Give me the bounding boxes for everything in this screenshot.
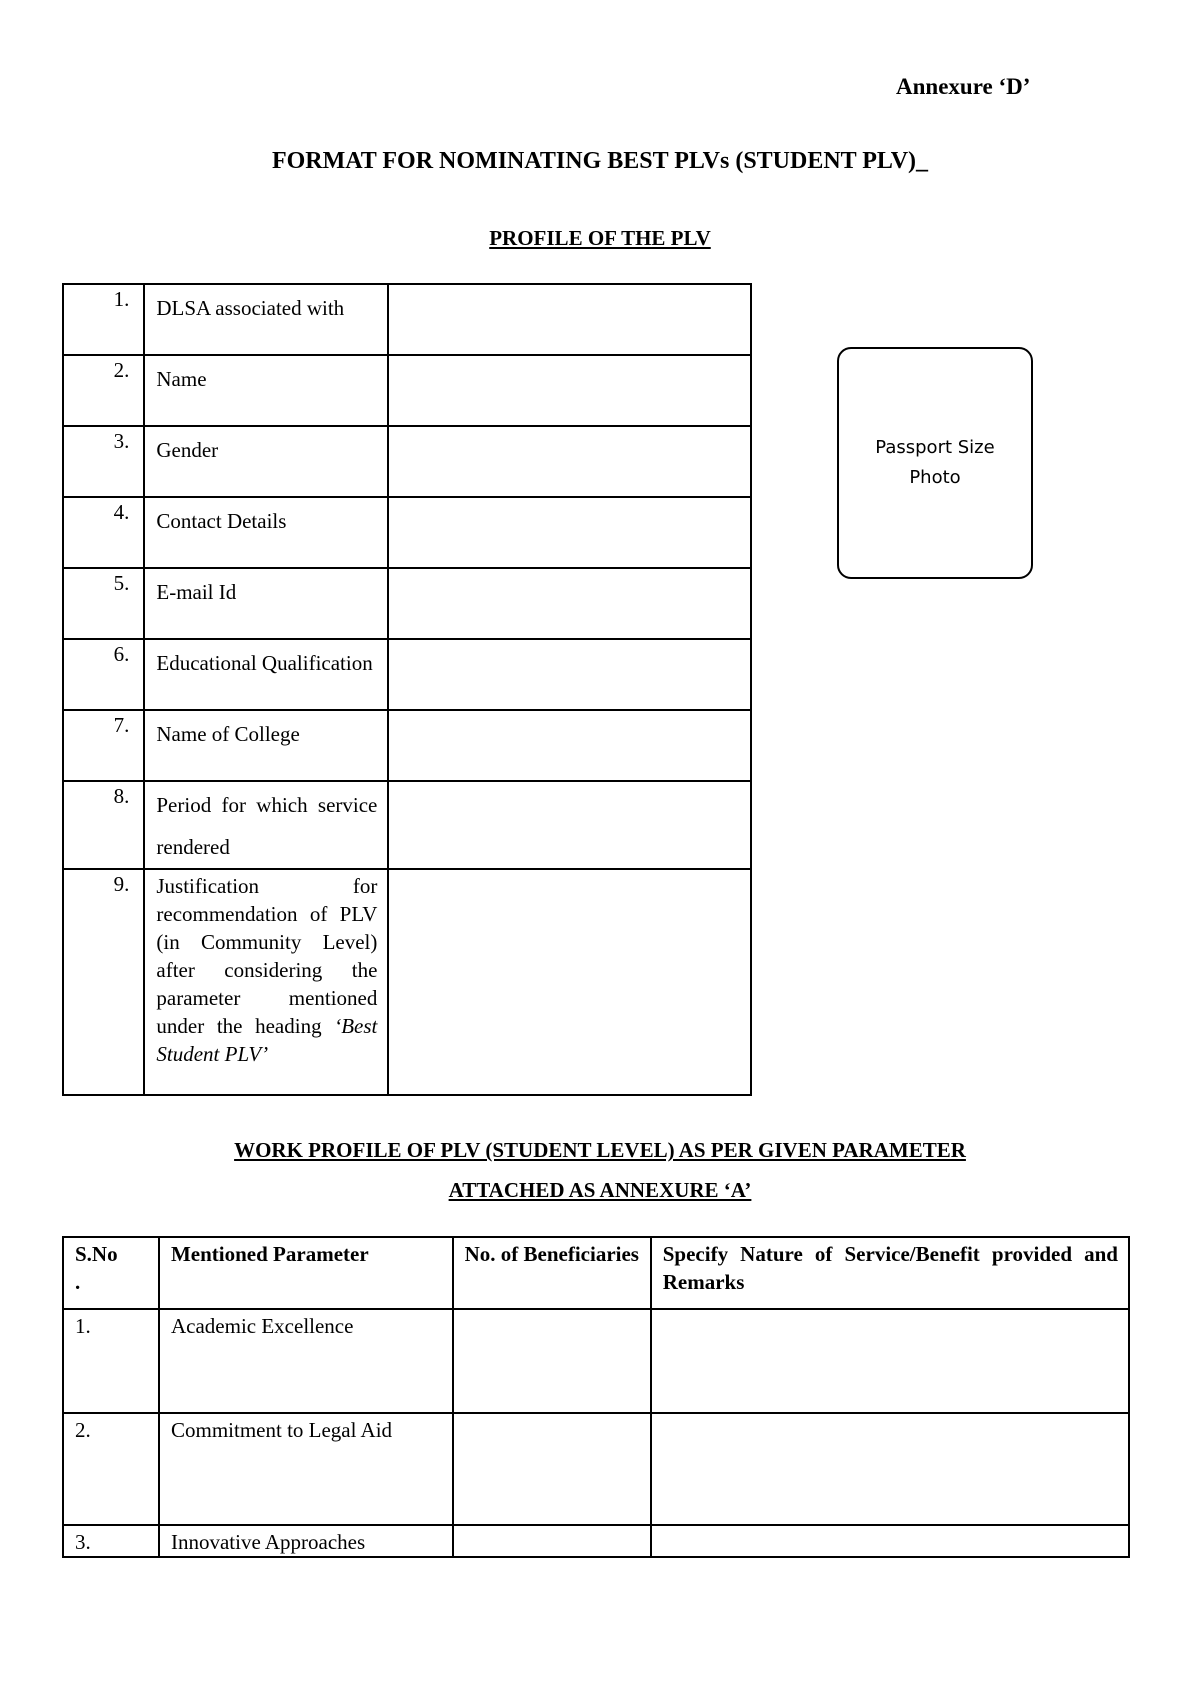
profile-row bbox=[63, 568, 751, 639]
row-label: Period for which service rendered bbox=[144, 781, 388, 869]
profile-row bbox=[63, 426, 751, 497]
row-label: DLSA associated with bbox=[144, 284, 388, 355]
profile-row bbox=[63, 355, 751, 426]
row-number: 6. bbox=[63, 639, 144, 710]
row-number: 3. bbox=[63, 426, 144, 497]
work-profile-table bbox=[62, 1236, 1130, 1558]
profile-row bbox=[63, 869, 751, 1095]
row-label: Educational Qualification bbox=[144, 639, 388, 710]
work-profile-heading: WORK PROFILE OF PLV (STUDENT LEVEL) AS PER GIVEN PARAMETER bbox=[234, 1138, 966, 1162]
header-sno-text: S.No bbox=[75, 1242, 118, 1266]
header-remarks: Specify Nature of Service/Benefit provided and Remarks bbox=[651, 1237, 1129, 1309]
remarks-field[interactable] bbox=[651, 1525, 1129, 1557]
profile-table bbox=[62, 283, 752, 1096]
dlsa-field[interactable] bbox=[388, 284, 751, 355]
contact-details-field[interactable] bbox=[388, 497, 751, 568]
email-field[interactable] bbox=[388, 568, 751, 639]
page-title: FORMAT FOR NOMINATING BEST PLVs (STUDENT PLV)_ bbox=[271, 148, 929, 174]
row-number: 1. bbox=[63, 284, 144, 355]
service-period-field[interactable] bbox=[388, 781, 751, 869]
table-row bbox=[63, 1413, 1129, 1525]
header-beneficiaries: No. of Beneficiaries bbox=[453, 1237, 651, 1309]
parameter-cell: Commitment to Legal Aid bbox=[159, 1413, 453, 1525]
qualification-field[interactable] bbox=[388, 639, 751, 710]
row-number: 9. bbox=[63, 869, 144, 1095]
row-number: 5. bbox=[63, 568, 144, 639]
work-profile-subheading: ATTACHED AS ANNEXURE ‘A’ bbox=[448, 1178, 752, 1202]
justification-text: Justification for recommendation of PLV (in Community Level) after considering the parameter mentioned under the heading bbox=[156, 874, 378, 1038]
row-number: 8. bbox=[63, 781, 144, 869]
remarks-field[interactable] bbox=[651, 1309, 1129, 1413]
header-sno-dot: . bbox=[75, 1270, 81, 1294]
passport-photo-box bbox=[837, 347, 1033, 579]
profile-row bbox=[63, 284, 751, 355]
college-field[interactable] bbox=[388, 710, 751, 781]
name-field[interactable] bbox=[388, 355, 751, 426]
profile-row bbox=[63, 781, 751, 869]
header-sno bbox=[63, 1237, 159, 1309]
profile-row bbox=[63, 710, 751, 781]
parameter-cell: Academic Excellence bbox=[159, 1309, 453, 1413]
profile-row bbox=[63, 497, 751, 568]
row-label: Contact Details bbox=[144, 497, 388, 568]
row-label bbox=[144, 869, 388, 1095]
table-row bbox=[63, 1525, 1129, 1557]
row-number: 2. bbox=[63, 1413, 159, 1525]
photo-box-label: Passport Size Photo bbox=[875, 437, 995, 488]
profile-row bbox=[63, 639, 751, 710]
annexure-label: Annexure ‘D’ bbox=[896, 74, 1031, 99]
row-label: E-mail Id bbox=[144, 568, 388, 639]
justification-heading-italic: ‘Best Student PLV’ bbox=[156, 1014, 378, 1066]
remarks-field[interactable] bbox=[651, 1413, 1129, 1525]
header-parameter: Mentioned Parameter bbox=[159, 1237, 453, 1309]
row-label: Name bbox=[144, 355, 388, 426]
justification-field[interactable] bbox=[388, 869, 751, 1095]
gender-field[interactable] bbox=[388, 426, 751, 497]
row-number: 3. bbox=[63, 1525, 159, 1557]
row-number: 4. bbox=[63, 497, 144, 568]
row-number: 2. bbox=[63, 355, 144, 426]
beneficiaries-field[interactable] bbox=[453, 1525, 651, 1557]
row-number: 7. bbox=[63, 710, 144, 781]
table-header-row bbox=[63, 1237, 1129, 1309]
beneficiaries-field[interactable] bbox=[453, 1309, 651, 1413]
row-label: Gender bbox=[144, 426, 388, 497]
beneficiaries-field[interactable] bbox=[453, 1413, 651, 1525]
profile-heading: PROFILE OF THE PLV bbox=[489, 226, 711, 250]
parameter-cell: Innovative Approaches bbox=[159, 1525, 453, 1557]
table-row bbox=[63, 1309, 1129, 1413]
row-number: 1. bbox=[63, 1309, 159, 1413]
row-label: Name of College bbox=[144, 710, 388, 781]
